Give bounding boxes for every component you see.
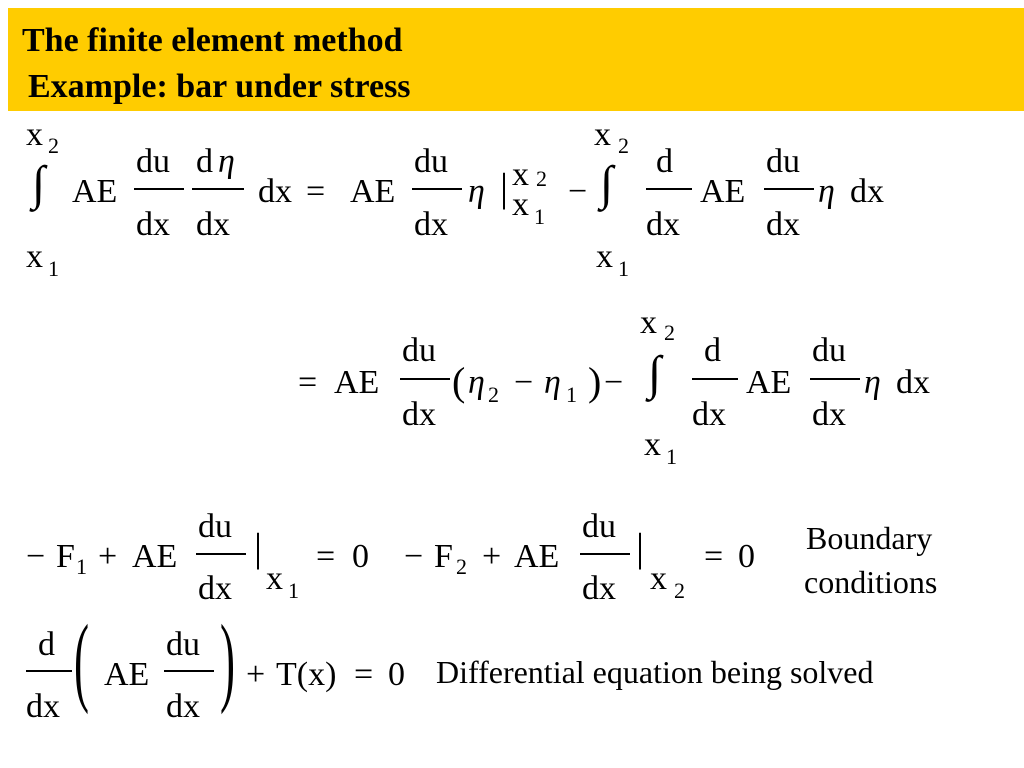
force-sub: 1 bbox=[76, 554, 87, 579]
plus-sign: + bbox=[482, 538, 502, 575]
zero: 0 bbox=[738, 538, 755, 575]
fraction-numerator-d: d bbox=[196, 143, 213, 180]
fraction-bar bbox=[580, 553, 630, 555]
fraction-bar bbox=[196, 553, 246, 555]
fraction-denominator: dx bbox=[766, 206, 800, 243]
fraction-numerator: du bbox=[812, 332, 846, 369]
fraction-denominator: dx bbox=[26, 688, 60, 725]
fraction-bar bbox=[412, 188, 462, 190]
upper-limit-sub: 2 bbox=[664, 320, 675, 345]
equals-sign: = bbox=[298, 364, 318, 401]
fraction-denominator: dx bbox=[692, 396, 726, 433]
fraction-numerator-d: d bbox=[38, 626, 55, 663]
lower-limit-sub: 1 bbox=[618, 256, 629, 281]
ae-term: AE bbox=[334, 364, 380, 401]
title-banner bbox=[8, 8, 1024, 111]
fraction-bar bbox=[646, 188, 692, 190]
fraction-bar bbox=[764, 188, 814, 190]
force-sub: 2 bbox=[456, 554, 467, 579]
lower-limit-x: x bbox=[596, 238, 613, 275]
lower-limit-x: x bbox=[644, 426, 661, 463]
fraction-denominator: dx bbox=[414, 206, 448, 243]
fraction-numerator: du bbox=[582, 508, 616, 545]
upper-limit-sub: 2 bbox=[618, 133, 629, 158]
eta-symbol: η bbox=[864, 364, 881, 401]
eta-symbol: η bbox=[468, 364, 485, 401]
fraction-bar bbox=[400, 378, 450, 380]
fraction-denominator: dx bbox=[198, 570, 232, 607]
force-symbol: F bbox=[56, 538, 75, 575]
eta-sub: 2 bbox=[488, 382, 499, 407]
minus-sign: − bbox=[604, 364, 624, 401]
lower-limit-sub: 1 bbox=[666, 444, 677, 469]
integral-sign: ∫ bbox=[600, 157, 614, 210]
ae-term: AE bbox=[350, 173, 396, 210]
lower-limit-sub: 1 bbox=[48, 256, 59, 281]
big-left-paren: ( bbox=[74, 604, 89, 715]
fraction-numerator-eta: η bbox=[218, 143, 235, 180]
fraction-denominator: dx bbox=[582, 570, 616, 607]
eval-lower-sub: 1 bbox=[534, 204, 545, 229]
equals-sign: = bbox=[316, 538, 336, 575]
fraction-numerator-d: d bbox=[656, 143, 673, 180]
fraction-denominator: dx bbox=[196, 206, 230, 243]
upper-limit-x: x bbox=[26, 116, 43, 153]
eval-upper-sub: 2 bbox=[536, 166, 547, 191]
evaluation-bar: | bbox=[254, 525, 263, 570]
minus-sign: − bbox=[568, 173, 588, 210]
upper-limit-x: x bbox=[640, 304, 657, 341]
fraction-numerator: du bbox=[166, 626, 200, 663]
fraction-numerator: du bbox=[414, 143, 448, 180]
equals-sign: = bbox=[704, 538, 724, 575]
eta-symbol: η bbox=[818, 173, 835, 210]
fraction-numerator: du bbox=[766, 143, 800, 180]
upper-limit-x: x bbox=[594, 116, 611, 153]
equals-sign: = bbox=[306, 173, 326, 210]
fraction-denominator: dx bbox=[166, 688, 200, 725]
minus-sign: − bbox=[404, 538, 424, 575]
fraction-denominator: dx bbox=[812, 396, 846, 433]
integral-sign: ∫ bbox=[648, 347, 662, 400]
ae-term: AE bbox=[104, 656, 150, 693]
eval-upper-x: x bbox=[512, 156, 529, 193]
fraction-denominator: dx bbox=[646, 206, 680, 243]
ae-term: AE bbox=[700, 173, 746, 210]
evaluation-bar: | bbox=[636, 525, 645, 570]
zero: 0 bbox=[352, 538, 369, 575]
fraction-bar bbox=[134, 188, 184, 190]
equals-sign: = bbox=[354, 656, 374, 693]
right-paren: ) bbox=[588, 359, 602, 404]
eval-x: x bbox=[266, 560, 283, 597]
fraction-bar bbox=[192, 188, 244, 190]
fraction-numerator: du bbox=[402, 332, 436, 369]
fraction-bar bbox=[692, 378, 738, 380]
minus-sign: − bbox=[26, 538, 46, 575]
dx-term: dx bbox=[850, 173, 884, 210]
dx-term: dx bbox=[258, 173, 292, 210]
load-term: T(x) bbox=[276, 656, 337, 693]
eval-sub: 2 bbox=[674, 578, 685, 603]
eta-symbol: η bbox=[468, 173, 485, 210]
fraction-denominator: dx bbox=[402, 396, 436, 433]
force-symbol: F bbox=[434, 538, 453, 575]
fraction-numerator: du bbox=[198, 508, 232, 545]
eta-symbol: η bbox=[544, 364, 561, 401]
fraction-numerator-d: d bbox=[704, 332, 721, 369]
fraction-bar bbox=[26, 670, 72, 672]
plus-sign: + bbox=[246, 656, 266, 693]
slide-title: The finite element method bbox=[22, 22, 403, 59]
left-paren: ( bbox=[452, 359, 466, 404]
dx-term: dx bbox=[896, 364, 930, 401]
lower-limit-x: x bbox=[26, 238, 43, 275]
boundary-label-line2: conditions bbox=[804, 564, 938, 600]
fraction-numerator: du bbox=[136, 143, 170, 180]
eval-x: x bbox=[650, 560, 667, 597]
integral-sign: ∫ bbox=[32, 157, 46, 210]
eval-sub: 1 bbox=[288, 578, 299, 603]
ae-term: AE bbox=[514, 538, 560, 575]
plus-sign: + bbox=[98, 538, 118, 575]
fraction-bar bbox=[164, 670, 214, 672]
evaluation-bar: | bbox=[500, 165, 509, 210]
eval-lower-x: x bbox=[512, 186, 529, 223]
ae-term: AE bbox=[132, 538, 178, 575]
minus-sign: − bbox=[514, 364, 534, 401]
ae-term: AE bbox=[746, 364, 792, 401]
zero: 0 bbox=[388, 656, 405, 693]
ae-term: AE bbox=[72, 173, 118, 210]
fraction-denominator: dx bbox=[136, 206, 170, 243]
fraction-bar bbox=[810, 378, 860, 380]
boundary-label-line1: Boundary bbox=[806, 520, 933, 556]
big-right-paren: ) bbox=[220, 604, 235, 715]
upper-limit-sub: 2 bbox=[48, 133, 59, 158]
eta-sub: 1 bbox=[566, 382, 577, 407]
slide-subtitle: Example: bar under stress bbox=[28, 68, 411, 105]
differential-label: Differential equation being solved bbox=[436, 654, 874, 690]
